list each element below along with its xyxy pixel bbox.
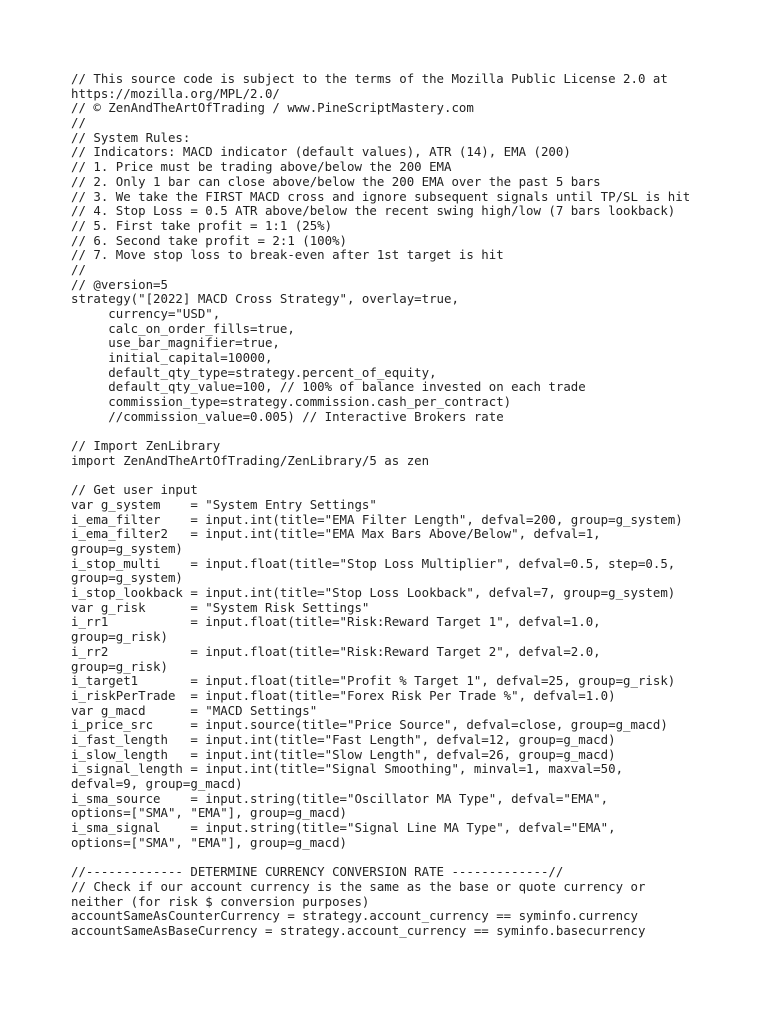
code-line: // © ZenAndTheArtOfTrading / www.PineScriptMastery.com (71, 100, 474, 116)
code-line: accountSameAsBaseCurrency = strategy.account_currency == syminfo.basecurrency (71, 922, 646, 938)
code-line: // This source code is subject to the terms of the Mozilla Public License 2.0 at (71, 71, 668, 86)
code-line: strategy("[2022] MACD Cross Strategy", overlay=true, (71, 291, 459, 307)
code-line: i_stop_lookback = input.int(title="Stop Loss Lookback", defval=7, group=g_system) (71, 585, 676, 601)
code-line: // 7. Move stop loss to break-even after 1st target is hit (71, 247, 504, 263)
code-line: // 3. We take the FIRST MACD cross and ignore subsequent signals until TP/SL is hit (71, 188, 691, 204)
code-line: defval=9, group=g_macd) (71, 776, 243, 791)
code-line: i_sma_signal = input.string(title="Signal Line MA Type", defval="EMA", (71, 820, 616, 836)
code-line: currency="USD", (71, 306, 221, 321)
code-line: options=["SMA", "EMA"], group=g_macd) (71, 805, 348, 821)
code-line: i_rr2 = input.float(title="Risk:Reward Target 2", defval=2.0, (71, 643, 601, 659)
code-line: i_riskPerTrade = input.float(title="Forex Risk Per Trade %", defval=1.0) (71, 687, 616, 703)
code-line: //commission_value=0.005) // Interactive Brokers rate (71, 408, 504, 424)
code-line: // (71, 261, 86, 277)
code-line: // Indicators: MACD indicator (default values), ATR (14), EMA (200) (71, 144, 571, 160)
code-line: // 2. Only 1 bar can close above/below the 200 EMA over the past 5 bars (71, 173, 601, 189)
code-line: i_target1 = input.float(title="Profit % Target 1", defval=25, group=g_risk) (71, 673, 676, 689)
code-line: accountSameAsCounterCurrency = strategy.account_currency == syminfo.currency (71, 908, 638, 924)
code-line (71, 425, 751, 440)
code-line: // Get user input (71, 482, 198, 498)
code-line: // 5. First take profit = 1:1 (25%) (71, 217, 333, 233)
code-line: i_signal_length = input.int(title="Signal Smoothing", minval=1, maxval=50, (71, 761, 624, 777)
code-line: var g_risk = "System Risk Settings" (71, 599, 370, 615)
code-line: // 1. Price must be trading above/below the 200 EMA (71, 159, 452, 175)
code-line: // @version=5 (71, 276, 168, 292)
code-line: group=g_risk) (71, 658, 168, 674)
code-line: //------------- DETERMINE CURRENCY CONVERSION RATE -------------// (71, 864, 564, 880)
code-line: default_qty_type=strategy.percent_of_equity, (71, 364, 437, 380)
code-line: i_ema_filter = input.int(title="EMA Filter Length", defval=200, group=g_system) (71, 511, 683, 527)
code-line: i_ema_filter2 = input.int(title="EMA Max Bars Above/Below", defval=1, (71, 526, 601, 542)
code-line: // System Rules: (71, 129, 191, 145)
code-line: i_price_src = input.source(title="Price Source", defval=close, group=g_macd) (71, 717, 668, 733)
code-document (71, 72, 751, 939)
code-line: var g_system = "System Entry Settings" (71, 496, 377, 512)
code-line: // 4. Stop Loss = 0.5 ATR above/below the recent swing high/low (7 bars lookback) (71, 203, 676, 219)
code-line: initial_capital=10000, (71, 350, 273, 366)
code-line: i_rr1 = input.float(title="Risk:Reward Target 1", defval=1.0, (71, 614, 601, 630)
code-line: var g_macd = "MACD Settings" (71, 702, 318, 718)
code-line: neither (for risk $ conversion purposes) (71, 893, 370, 909)
code-line: // Import ZenLibrary (71, 438, 221, 454)
code-line: https://mozilla.org/MPL/2.0/ (71, 85, 280, 101)
code-line: // Check if our account currency is the same as the base or quote currency or (71, 878, 646, 894)
code-line: i_fast_length = input.int(title="Fast Length", defval=12, group=g_macd) (71, 731, 616, 747)
code-line: calc_on_order_fills=true, (71, 320, 295, 336)
code-line: group=g_risk) (71, 629, 168, 645)
code-line: // (71, 115, 86, 131)
code-line: commission_type=strategy.commission.cash_per_contract) (71, 394, 512, 410)
code-line: group=g_system) (71, 541, 183, 556)
code-line: // 6. Second take profit = 2:1 (100%) (71, 232, 348, 248)
code-line: use_bar_magnifier=true, (71, 335, 280, 351)
code-line (71, 469, 751, 484)
code-line: default_qty_value=100, // 100% of balance invested on each trade (71, 379, 586, 395)
code-line: i_sma_source = input.string(title="Oscillator MA Type", defval="EMA", (71, 790, 609, 806)
code-line: i_slow_length = input.int(title="Slow Length", defval=26, group=g_macd) (71, 746, 616, 762)
code-line: options=["SMA", "EMA"], group=g_macd) (71, 834, 348, 850)
code-line: import ZenAndTheArtOfTrading/ZenLibrary/5 as zen (71, 452, 430, 468)
code-line (71, 850, 751, 865)
code-line: group=g_system) (71, 570, 183, 586)
code-line: i_stop_multi = input.float(title="Stop Loss Multiplier", defval=0.5, step=0.5, (71, 555, 676, 571)
